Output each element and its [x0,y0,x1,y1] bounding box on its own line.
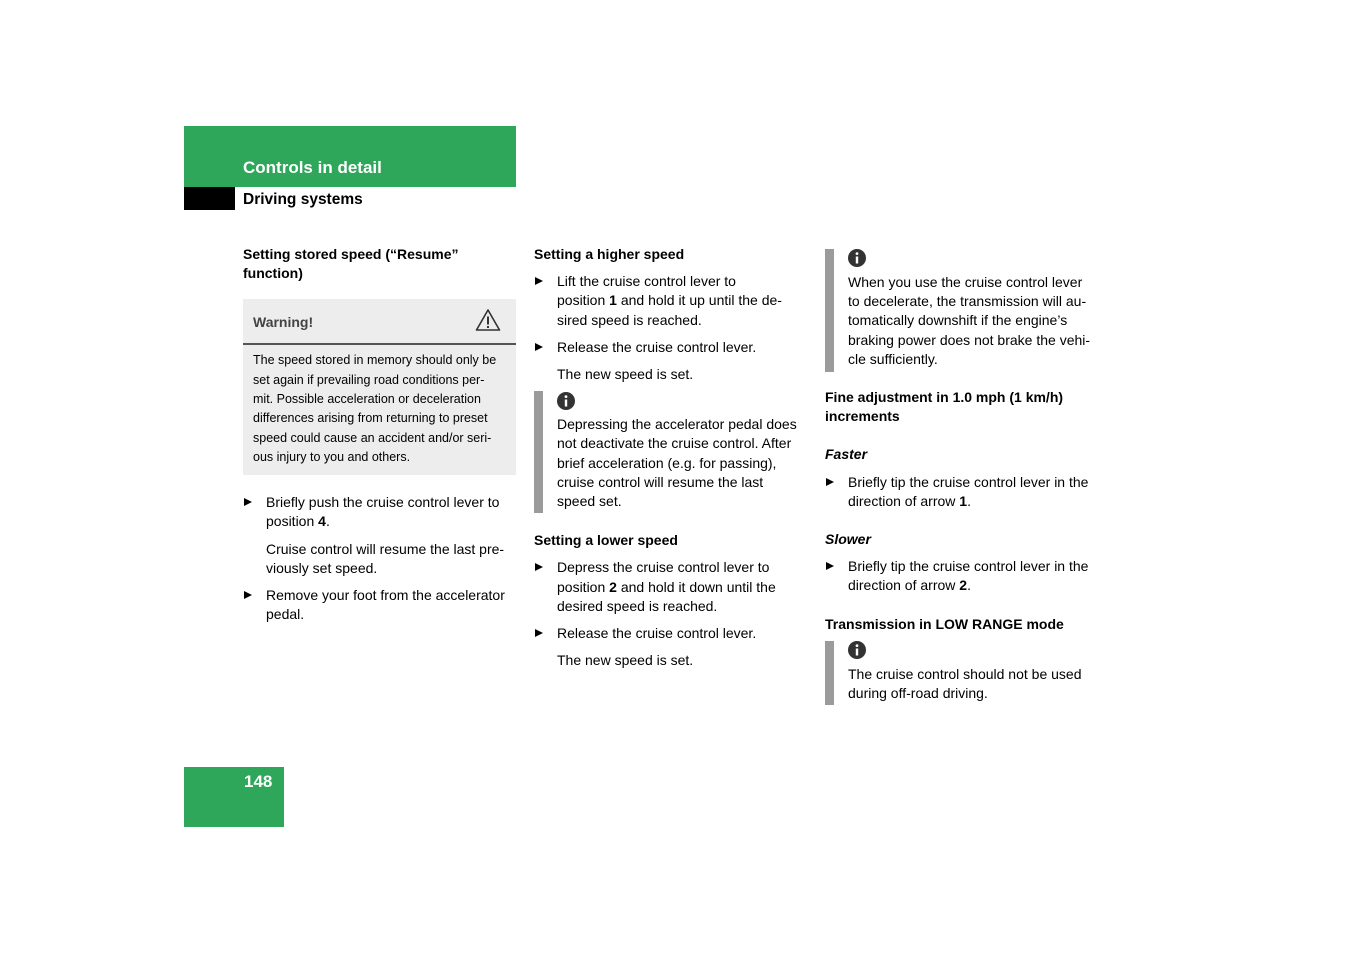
column-2 [534,245,806,670]
note-bar [825,249,834,372]
column-3 [825,249,1105,705]
step-text: pedal. [266,606,305,623]
warning-line: The speed stored in memory should only be [253,353,497,368]
warning-text [243,345,516,475]
warning-box [243,299,516,475]
bullet-arrow-icon [535,563,543,571]
step-text: . [325,513,330,530]
result-resume [243,540,516,578]
step-slower [825,557,1105,595]
section-title: Controls in detail [243,158,382,177]
note-bar [825,641,834,705]
arrow-number: 1 [959,492,968,509]
step-remove-foot [243,586,516,624]
info-icon [848,249,1105,273]
note-text [557,415,806,511]
position-number: 2 [609,578,617,595]
bullet-arrow-icon [826,562,834,570]
step-text: position [557,292,610,309]
note-text [848,665,1105,703]
step-text: desired speed is reached. [557,597,718,614]
warning-title: Warning! [253,314,314,331]
step-text: and hold it down until the [616,578,776,595]
warning-header [243,299,516,345]
warning-line: set again if prevailing road conditions per- [253,372,485,387]
step-text: . [967,577,971,594]
result-text: viously set speed. [266,559,378,576]
info-icon [557,391,806,415]
heading-line: Fine adjustment in 1.0 mph (1 km/h) [825,389,1064,405]
heading-line: function) [243,265,303,282]
page-number: 148 [244,772,273,791]
step-text: Release the cruise control lever. [557,625,757,642]
note-line: brief acceleration (e.g. for passing), [557,454,777,471]
step-text: Briefly tip the cruise control lever in the [848,473,1089,490]
warning-triangle-icon [475,308,501,337]
arrow-number: 2 [959,577,968,594]
bullet-arrow-icon [244,591,252,599]
note-line: When you use the cruise control lever [848,274,1083,290]
info-note-downshift [825,249,1105,372]
bullet-arrow-icon [535,343,543,351]
info-note-offroad [825,641,1105,705]
note-line: not deactivate the cruise control. After [557,435,792,452]
step-faster [825,473,1105,511]
note-text [848,273,1105,369]
step-lift-lever [534,272,806,330]
heading-fine-adjustment [825,388,1105,426]
note-line: Depressing the accelerator pedal does [557,416,797,433]
step-text: position [557,578,610,595]
note-line: tomatically downshift if the engine’s [848,312,1068,329]
heading-resume [243,245,516,283]
warning-line: speed could cause an accident and/or seri- [253,430,492,445]
note-line: to decelerate, the transmission will au- [848,293,1087,310]
note-line: during off-road driving. [848,685,988,702]
warning-line: ous injury to you and others. [253,449,411,464]
step-text: Briefly push the cruise control lever to [266,494,500,511]
warning-line: differences arising from returning to preset [253,411,488,426]
column-1 [243,245,516,624]
info-icon [848,641,1105,665]
bullet-arrow-icon [244,498,252,506]
note-line: The cruise control should not be used [848,665,1082,682]
section-marker [184,187,235,210]
heading-line: Setting stored speed (“Resume” [243,246,459,262]
bullet-arrow-icon [535,277,543,285]
step-text: position [266,513,319,530]
step-depress-lever [534,558,806,616]
warning-line: mit. Possible acceleration or deceleration [253,392,481,406]
step-text: . [967,492,971,509]
position-number: 1 [609,292,617,309]
step-text: and hold it up until the de- [616,292,782,309]
note-line: braking power does not brake the vehi- [848,331,1091,348]
result-higher-speed: The new speed is set. [557,366,694,383]
note-bar [534,391,543,513]
note-line: cruise control will resume the last [557,473,764,490]
position-number: 4 [318,513,326,530]
step-push-lever [243,493,516,531]
heading-low-range: Transmission in LOW RANGE mode [825,615,1064,632]
step-release-lever-2 [534,624,806,643]
note-line: speed set. [557,493,622,510]
step-text: Briefly tip the cruise control lever in the [848,558,1089,575]
step-text: direction of arrow [848,492,960,509]
label-slower: Slower [825,531,871,548]
bullet-arrow-icon [826,478,834,486]
step-text: Depress the cruise control lever to [557,559,770,576]
step-text: Lift the cruise control lever to [557,273,736,290]
step-text: direction of arrow [848,577,960,594]
subsection-title: Driving systems [243,191,363,208]
label-faster: Faster [825,446,868,463]
step-text: Remove your foot from the accelerator [266,587,505,603]
result-lower-speed: The new speed is set. [557,652,694,669]
step-text: sired speed is reached. [557,311,702,328]
step-release-lever [534,338,806,357]
bullet-arrow-icon [535,629,543,637]
heading-lower-speed: Setting a lower speed [534,532,678,549]
step-text: Release the cruise control lever. [557,338,757,355]
heading-higher-speed: Setting a higher speed [534,246,685,262]
heading-line: increments [825,408,900,425]
result-text: Cruise control will resume the last pre- [266,540,505,557]
info-note-accelerator [534,391,806,513]
note-line: cle sufficiently. [848,350,938,367]
